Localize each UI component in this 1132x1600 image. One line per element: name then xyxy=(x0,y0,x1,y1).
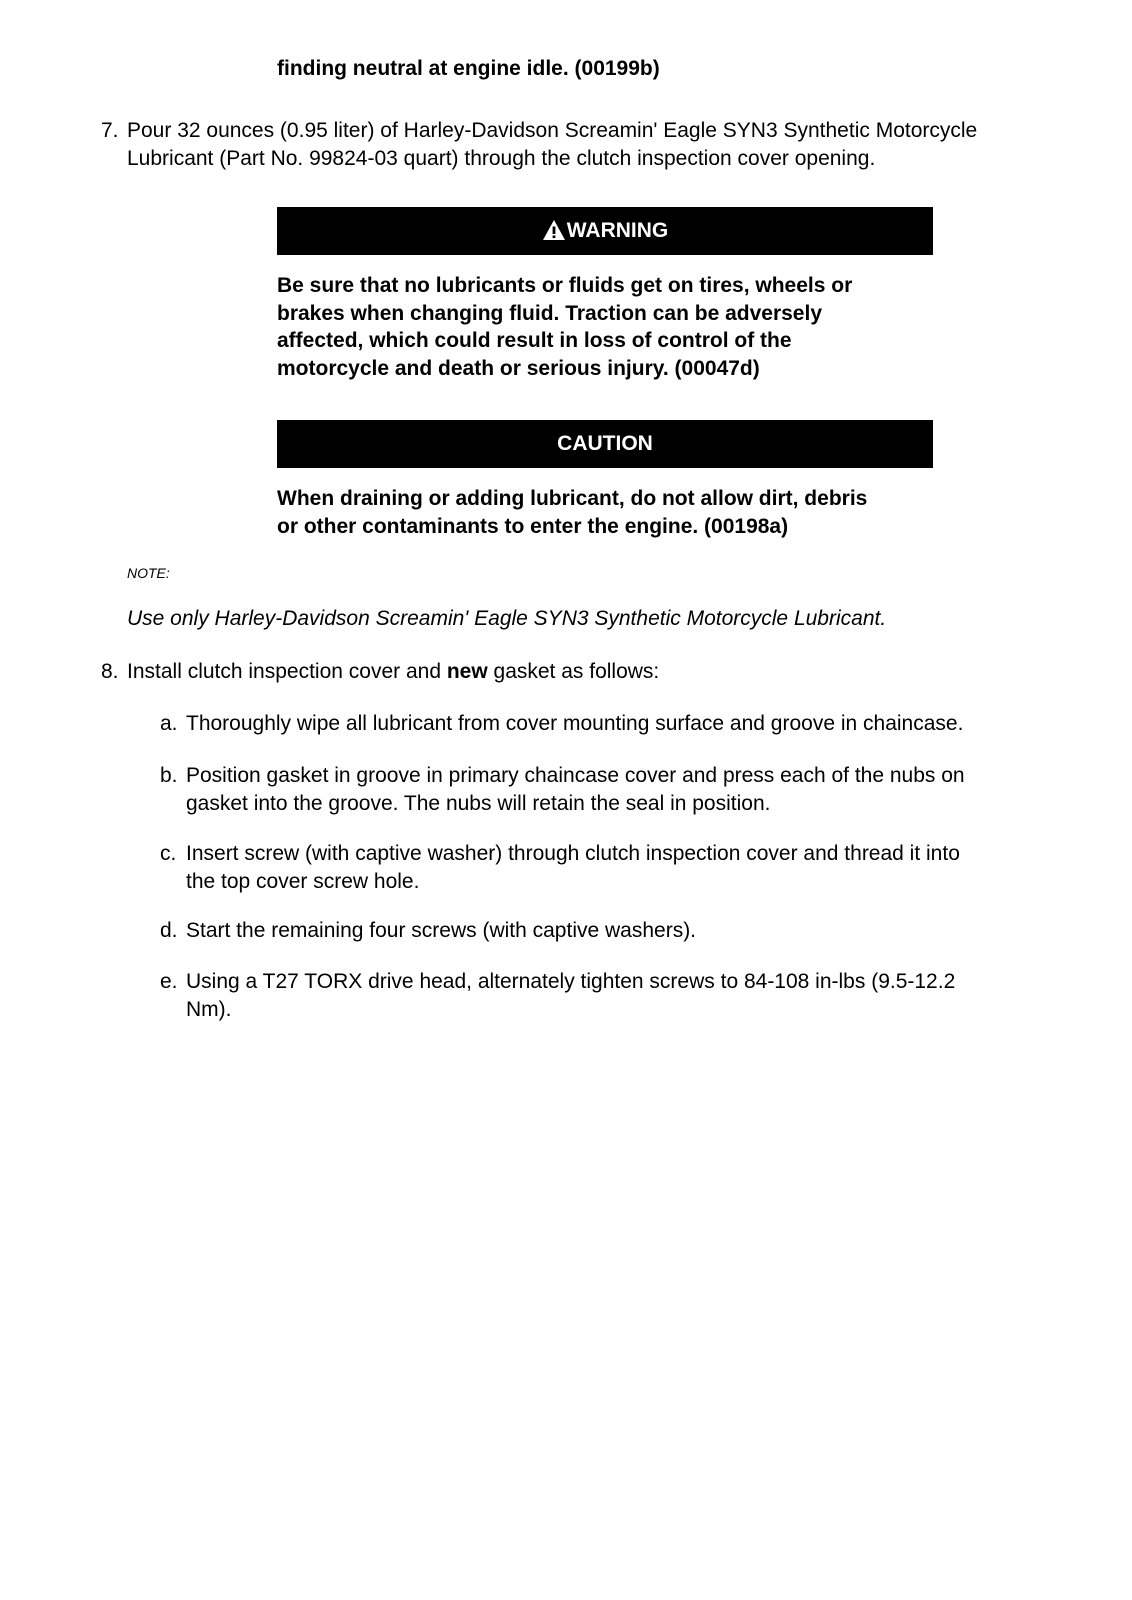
step-7 xyxy=(101,117,1081,173)
step-8 xyxy=(101,658,1081,686)
step-8-text-after: gasket as follows: xyxy=(487,660,660,683)
caution-line-1: When draining or adding lubricant, do not allow dirt, debris xyxy=(277,487,868,510)
substep-e xyxy=(160,968,1080,1024)
warning-banner xyxy=(277,207,933,255)
substep-b-letter: b. xyxy=(160,764,178,787)
caution-label: CAUTION xyxy=(557,432,653,455)
warning-line-4: motorcycle and death or serious injury. (00047d) xyxy=(277,356,760,380)
note-text: Use only Harley-Davidson Screamin' Eagle SYN3 Synthetic Motorcycle Lubricant. xyxy=(127,607,887,630)
caution-message xyxy=(277,485,867,540)
warning-message xyxy=(277,272,852,382)
substep-e-line-2: Nm). xyxy=(186,997,232,1021)
step-8-text-before: Install clutch inspection cover and xyxy=(127,660,447,683)
substep-e-line-1: Using a T27 TORX drive head, alternately tighten screws to 84-108 in-lbs (9.5-12.2 xyxy=(186,970,956,993)
warning-triangle-icon xyxy=(542,219,566,241)
warning-line-2: brakes when changing fluid. Traction can be adversely xyxy=(277,301,822,325)
caution-banner xyxy=(277,420,933,468)
substep-a-letter: a. xyxy=(160,712,178,735)
step-8-text-bold: new xyxy=(446,660,488,683)
substep-b xyxy=(160,762,1080,818)
step-8-number: 8. xyxy=(101,660,119,683)
caution-line-2: or other contaminants to enter the engine. (00198a) xyxy=(277,514,789,538)
substep-d-letter: d. xyxy=(160,919,178,942)
step-7-line-2: Lubricant (Part No. 99824-03 quart) through the clutch inspection cover opening. xyxy=(127,146,876,170)
substep-a-line-1: Thoroughly wipe all lubricant from cover mounting surface and groove in chaincase. xyxy=(186,712,964,735)
continuation-text: finding neutral at engine idle. (00199b) xyxy=(277,57,660,80)
substep-c-letter: c. xyxy=(160,842,177,865)
step-8-text xyxy=(127,658,659,686)
substep-c xyxy=(160,840,1080,896)
step-7-number: 7. xyxy=(101,119,119,142)
substep-c-line-2: the top cover screw hole. xyxy=(186,869,420,893)
substep-e-letter: e. xyxy=(160,970,178,993)
substep-b-line-1: Position gasket in groove in primary chaincase cover and press each of the nubs on xyxy=(186,764,965,787)
substep-c-line-1: Insert screw (with captive washer) through clutch inspection cover and thread it into xyxy=(186,842,960,865)
note-label: NOTE: xyxy=(127,565,170,581)
warning-label: WARNING xyxy=(566,219,669,242)
substep-a xyxy=(160,710,1080,738)
warning-line-3: affected, which could result in loss of control of the xyxy=(277,329,792,352)
substep-b-line-2: gasket into the groove. The nubs will retain the seal in position. xyxy=(186,791,771,815)
substep-d-line-1: Start the remaining four screws (with captive washers). xyxy=(186,919,697,942)
step-7-line-1: Pour 32 ounces (0.95 liter) of Harley-Davidson Screamin' Eagle SYN3 Synthetic Motorcycle xyxy=(127,119,978,142)
warning-line-1: Be sure that no lubricants or fluids get on tires, wheels or xyxy=(277,274,853,297)
substep-d xyxy=(160,917,1080,945)
